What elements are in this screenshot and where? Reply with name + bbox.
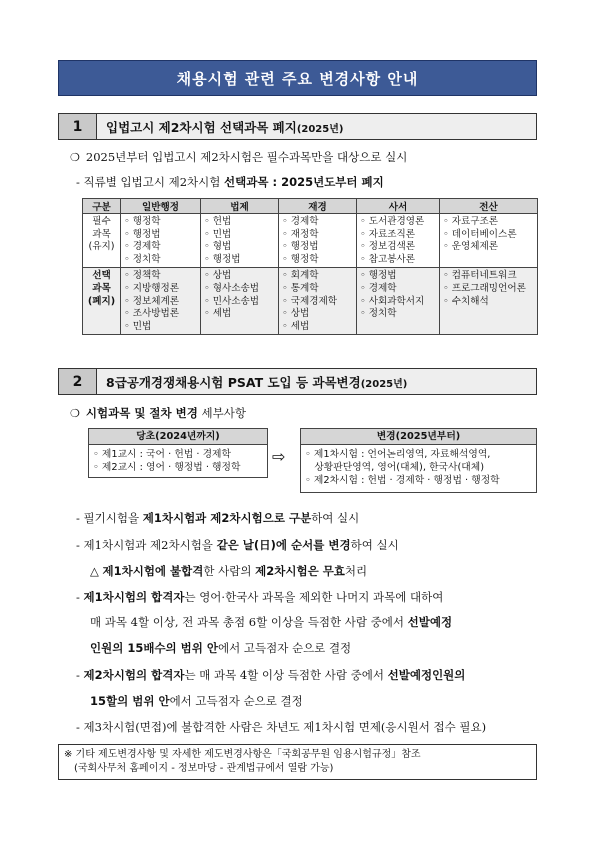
category-line: 선택 [92, 270, 111, 282]
list-item [90, 640, 351, 656]
subject-item: ◦ 형사소송법 [204, 282, 260, 294]
section1-title-text: 입법고시 제2차시험 선택과목 폐지 [106, 119, 297, 135]
after-box [300, 428, 537, 493]
subject-item: ◦ 통계학 [282, 282, 319, 294]
subject-item: ◦ 민법 [124, 320, 152, 332]
list-item [76, 667, 465, 683]
table-header: 법제 [201, 199, 279, 214]
section1-header [58, 113, 537, 140]
table-header: 구분 [83, 199, 121, 214]
subject-item: ◦ 프로그래밍언어론 [443, 282, 526, 294]
item-text: - 제3차시험(면접)에 불합격한 사람은 차년도 제1차시험 면제(응시원서 접수 필요) [76, 720, 487, 734]
item-bold: 제2차시험의 합격자 [83, 668, 185, 682]
subject-item: ◦ 정치학 [360, 308, 397, 320]
subject-item: ◦ 경제학 [360, 282, 397, 294]
footnote-box [58, 744, 537, 780]
item-bold: 제1차시험과 제2차시험으로 구분 [142, 511, 312, 525]
page-title: 채용시험 관련 주요 변경사항 안내 [58, 60, 537, 96]
item-text: 한 사람의 [203, 564, 256, 578]
item-bold: 제1차시험의 합격자 [83, 590, 185, 604]
list-item [90, 614, 452, 630]
section1-line2 [76, 174, 384, 190]
subject-item: ◦ 상법 [282, 308, 310, 320]
subject-item: ◦ 정치학 [124, 253, 161, 265]
subject-item: ◦ 세법 [282, 320, 310, 332]
table-cell [121, 268, 201, 335]
section2-sub-bold: 시험과목 및 절차 변경 [85, 406, 198, 420]
item-text: - 제1차시험과 제2차시험을 [76, 538, 217, 552]
item-text: △ [90, 564, 103, 578]
subject-item: ◦ 도서관경영론 [360, 216, 425, 227]
category-line: (폐지) [87, 295, 116, 307]
list-item [90, 563, 367, 579]
table-cell [201, 268, 279, 335]
list-item [90, 693, 303, 709]
category-line: 과목 [92, 282, 111, 294]
item-text: 하여 실시 [311, 511, 360, 525]
item-bold: 제2차시험은 무효 [255, 564, 345, 578]
category-line: 과목 [92, 228, 111, 240]
list-item [76, 719, 486, 735]
table-cell [440, 268, 538, 335]
list-item [76, 589, 443, 605]
section2-title [97, 373, 407, 391]
subject-item: ◦ 경제학 [282, 216, 319, 227]
right-arrow-icon: ⇨ [272, 447, 286, 466]
section1-number: 1 [59, 114, 97, 139]
subject-item: ◦ 헌법 [204, 216, 232, 227]
table-row [83, 268, 538, 335]
item-bold: 제1차시험에 불합격 [102, 564, 204, 578]
item-text: 처리 [344, 564, 368, 578]
table-cell [279, 268, 357, 335]
subject-item: ◦ 참고봉사론 [360, 253, 416, 265]
after-header: 변경(2025년부터) [301, 429, 536, 445]
item-text: 에서 고득점자 순으로 결정 [218, 641, 352, 655]
subject-item: ◦ 정책학 [124, 270, 161, 282]
after-line: ◦ 제2차시험 : 헌법 · 경제학 · 행정법 · 행정학 [305, 475, 500, 486]
circle-bullet-icon: ❍ [70, 151, 80, 164]
after-line: 상황판단영역, 영어(대체), 한국사(대체) [305, 462, 485, 473]
category-line: 필수 [92, 216, 111, 227]
subject-item: ◦ 행정법 [360, 270, 397, 282]
subject-item: ◦ 회계학 [282, 270, 319, 282]
item-bold: 15할의 범위 안 [90, 694, 170, 708]
section1-line2-bold: 선택과목 : 2025년도부터 폐지 [224, 175, 384, 189]
subject-item: ◦ 세법 [204, 308, 232, 320]
section2-subheading [70, 405, 246, 421]
after-line: ◦ 제1차시험 : 언어논리영역, 자료해석영역, [305, 449, 491, 460]
footnote-line: (국회사무처 홈페이지 - 정보마당 - 관계법규에서 열람 가능) [74, 763, 334, 774]
subject-item: ◦ 사회과학서지 [360, 295, 425, 307]
subject-item: ◦ 정보검색론 [360, 241, 416, 253]
list-item [76, 537, 399, 553]
table-header: 일반행정 [121, 199, 201, 214]
subject-item: ◦ 행정법 [282, 241, 319, 253]
table-cell [279, 214, 357, 268]
item-text: 하여 실시 [350, 538, 399, 552]
section2-number: 2 [59, 369, 97, 394]
item-bold: 인원의 15배수의 범위 안 [90, 641, 218, 655]
table-header-row [83, 199, 538, 214]
subject-item: ◦ 행정학 [124, 216, 161, 227]
item-bold: 같은 날(日)에 순서를 변경 [216, 538, 351, 552]
subject-item: ◦ 수치해석 [443, 295, 489, 307]
subject-item: ◦ 행정법 [204, 253, 241, 265]
table-row [83, 214, 538, 268]
table-cell [121, 214, 201, 268]
circle-bullet-icon: ❍ [70, 407, 80, 420]
subject-item: ◦ 조사방법론 [124, 308, 180, 320]
table-cell [201, 214, 279, 268]
section2-sub-rest: 세부사항 [197, 406, 246, 420]
subject-item: ◦ 행정법 [124, 228, 161, 240]
before-line: ◦ 제1교시 : 국어 · 헌법 · 경제학 [93, 449, 231, 460]
item-text: - [76, 668, 84, 682]
section2-title-year: (2025년) [360, 378, 408, 390]
item-text: 에서 고득점자 순으로 결정 [169, 694, 303, 708]
section1-line1-text: 2025년부터 입법고시 제2차시험은 필수과목만을 대상으로 실시 [85, 150, 408, 164]
before-line: ◦ 제2교시 : 영어 · 행정법 · 행정학 [93, 462, 241, 473]
before-header: 당초(2024년까지) [89, 429, 267, 445]
item-text: 매 과목 4할 이상, 전 과목 총점 6할 이상을 득점한 사람 중에서 [90, 615, 408, 629]
subject-item: ◦ 상법 [204, 270, 232, 282]
subject-item: ◦ 국제경제학 [282, 295, 338, 307]
subject-item: ◦ 컴퓨터네트워크 [443, 270, 517, 282]
item-text: 는 영어·한국사 과목을 제외한 나머지 과목에 대하여 [184, 590, 444, 604]
subject-item: ◦ 민법 [204, 228, 232, 240]
subject-item: ◦ 행정학 [282, 253, 319, 265]
table-header: 사서 [357, 199, 440, 214]
item-bold: 선발예정 [407, 615, 453, 629]
before-box [88, 428, 268, 478]
section1-title-year: (2025년) [296, 123, 344, 135]
table-cell [357, 268, 440, 335]
section2-header [58, 368, 537, 395]
footnote-line: ※ 기타 제도변경사항 및 자세한 제도변경사항은「국회공무원 임용시험규정」참조 [64, 749, 421, 760]
table-cell [440, 214, 538, 268]
table-cell [357, 214, 440, 268]
list-item [76, 510, 359, 526]
section2-title-text: 8급공개경쟁채용시험 PSAT 도입 등 과목변경 [106, 374, 361, 390]
subject-item: ◦ 데이터베이스론 [443, 228, 517, 240]
item-bold: 선발예정인원의 [387, 668, 466, 682]
table-header: 재경 [279, 199, 357, 214]
table-row-category [83, 268, 121, 335]
table-header: 전산 [440, 199, 538, 214]
section1-title [97, 118, 343, 136]
subject-item: ◦ 지방행정론 [124, 282, 180, 294]
section1-line1 [70, 149, 407, 165]
section1-line2-prefix: - 직류별 입법고시 제2차시험 [76, 175, 225, 189]
item-text: - 필기시험을 [76, 511, 143, 525]
subject-item: ◦ 재정학 [282, 228, 319, 240]
table-row-category [83, 214, 121, 268]
category-line: (유지) [88, 241, 115, 253]
subject-item: ◦ 경제학 [124, 241, 161, 253]
subject-item: ◦ 정보체계론 [124, 295, 180, 307]
item-text: 는 매 과목 4할 이상 득점한 사람 중에서 [184, 668, 388, 682]
subject-item: ◦ 자료조직론 [360, 228, 416, 240]
item-text: - [76, 590, 84, 604]
subject-item: ◦ 자료구조론 [443, 216, 499, 227]
subjects-table [82, 198, 538, 335]
subject-item: ◦ 민사소송법 [204, 295, 260, 307]
subject-item: ◦ 운영체제론 [443, 241, 499, 253]
subject-item: ◦ 형법 [204, 241, 232, 253]
